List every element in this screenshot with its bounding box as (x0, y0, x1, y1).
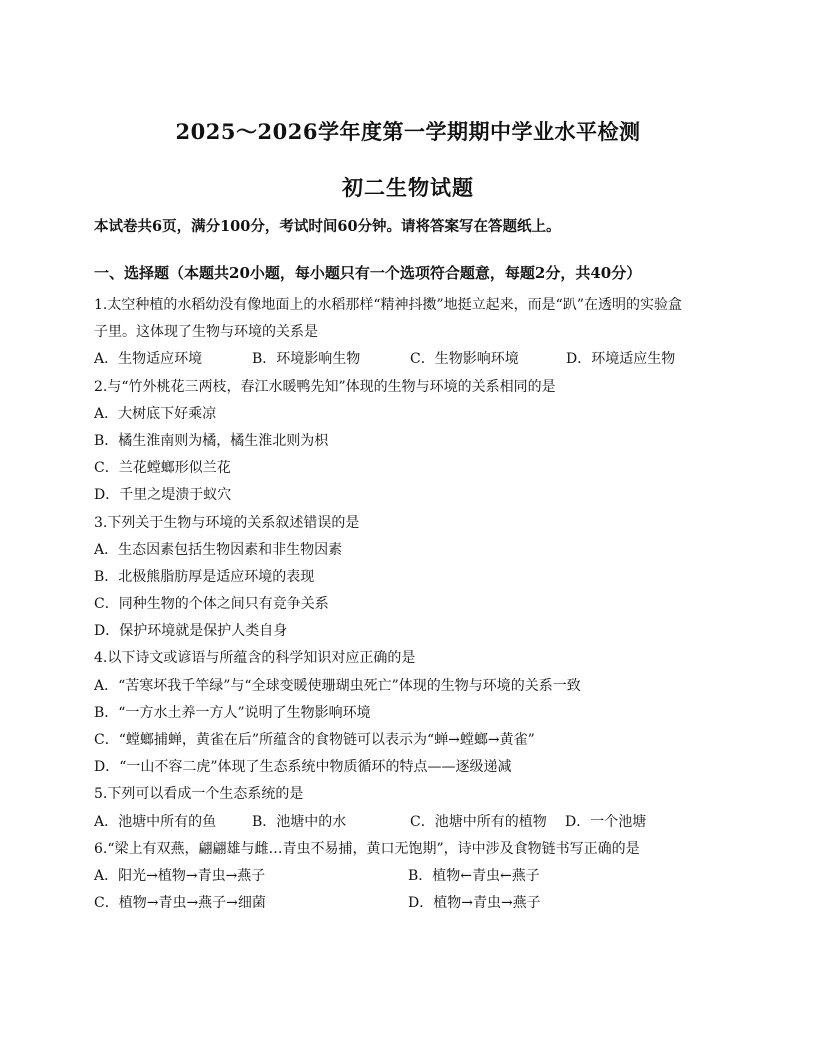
exam-notice: 本试卷共6页，满分100分，考试时间60分钟。请将答案写在答题纸上。 (94, 218, 561, 235)
question-2-stem: 2.与“竹外桃花三两枝，春江水暖鸭先知”体现的生物与环境的关系相同的是 (94, 378, 556, 395)
exam-title: 2025～2026学年度第一学期期中学业水平检测 (175, 119, 641, 144)
option-b: B．“一方水土养一方人”说明了生物影响环境 (94, 704, 371, 721)
option-a: A．大树底下好乘凉 (94, 405, 217, 422)
option-d: D．环境适应生物 (566, 351, 676, 368)
option-c: C．植物→青虫→燕子→细菌 (94, 895, 266, 912)
section-heading: 一、选择题（本题共20小题，每小题只有一个选项符合题意，每题2分，共40分） (94, 264, 642, 282)
question-6-options-row2 (94, 890, 724, 917)
option-a: A．“苦寒坏我千竿绿”与“全球变暖使珊瑚虫死亡”体现的生物与环境的关系一致 (94, 677, 581, 694)
question-list (94, 292, 724, 917)
option-c: C．兰花螳螂形似兰花 (94, 460, 231, 477)
question-1-stem: 1.太空种植的水稻幼没有像地面上的水稻那样“精神抖擞”地挺立起来，而是“趴”在透明的实验盒 (94, 297, 682, 313)
option-b: B．植物←青虫←燕子 (408, 867, 540, 884)
option-d: D．植物→青虫→燕子 (408, 895, 541, 912)
question-4-stem: 4.以下诗文或谚语与所蕴含的科学知识对应正确的是 (94, 650, 416, 667)
option-a: A．生物适应环境 (94, 351, 203, 368)
option-d: D．一个池塘 (565, 813, 647, 830)
option-d: D．千里之堤溃于蚁穴 (94, 487, 232, 504)
option-a: A．阳光→植物→青虫→燕子 (94, 867, 266, 884)
option-b: B．池塘中的水 (252, 813, 347, 830)
option-d: D．“一山不容二虎”体现了生态系统中物质循环的特点——逐级递减 (94, 759, 512, 776)
option-c: C．池塘中所有的植物 (410, 813, 547, 830)
question-5-stem: 5.下列可以看成一个生态系统的是 (94, 786, 304, 803)
option-d: D．保护环境就是保护人类自身 (94, 623, 288, 640)
option-a: A．池塘中所有的鱼 (94, 813, 217, 830)
option-b: B．环境影响生物 (252, 351, 361, 368)
question-6-stem: 6.“梁上有双燕，翩翩雄与雌…青虫不易捕，黄口无饱期”，诗中涉及食物链书写正确的是 (94, 840, 640, 857)
option-c: C．同种生物的个体之间只有竞争关系 (94, 596, 329, 613)
question-6-options-row1 (94, 863, 724, 890)
question-3-stem: 3.下列关于生物与环境的关系叙述错误的是 (94, 514, 360, 531)
option-c: C．“螳螂捕蝉，黄雀在后”所蕴含的食物链可以表示为“蝉→螳螂→黄雀” (94, 732, 535, 748)
question-5-options (94, 809, 724, 836)
exam-subtitle: 初二生物试题 (342, 175, 474, 200)
option-b: B．橘生淮南则为橘，橘生淮北则为枳 (94, 432, 329, 449)
option-c: C．生物影响环境 (410, 351, 519, 368)
question-1-options (94, 346, 724, 373)
question-1-stem-cont: 子里。这体现了生物与环境的关系是 (94, 324, 318, 341)
option-a: A．生态因素包括生物因素和非生物因素 (94, 541, 343, 558)
option-b: B．北极熊脂肪厚是适应环境的表现 (94, 568, 315, 585)
